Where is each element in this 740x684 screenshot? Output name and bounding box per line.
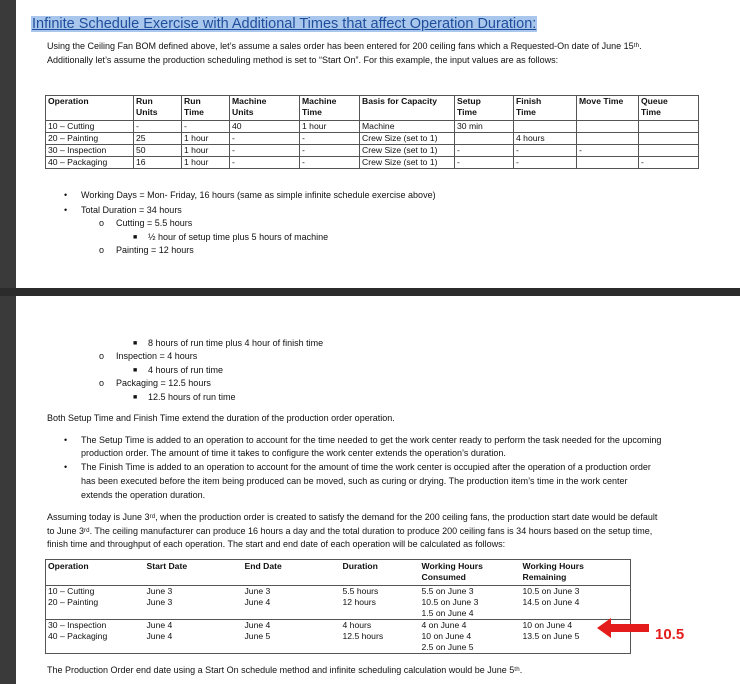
table1-cell: Crew Size (set to 1) [360, 157, 455, 169]
table1-cell: 30 – Inspection [46, 145, 134, 157]
table2-cell: 2.5 on June 5 [421, 642, 474, 652]
table1-header-cell: Run Units [134, 96, 182, 121]
table1-cell: 50 [134, 145, 182, 157]
table2-cell: 1.5 on June 4 [420, 608, 521, 620]
table1-cell: - [577, 145, 639, 157]
bullet-dot: • [64, 435, 68, 445]
table2-cell: 30 – Inspection [48, 620, 107, 630]
finish-line-3: extends the operation duration. [81, 490, 206, 500]
subsub-bullet-painting: 8 hours of run time plus 4 hour of finish time [148, 338, 324, 348]
intro-line-1: Using the Ceiling Fan BOM defined above, let’s assume a sales order has been entered for 200 ceiling fans which a Requested-On date of June 15ᵗʰ. [47, 41, 642, 51]
sub-bullet-circle: o [99, 378, 105, 388]
sub-bullet-circle: o [99, 245, 105, 255]
table2-cell: 4 hours [342, 620, 372, 630]
square-bullet: ■ [133, 394, 138, 401]
assume-line-3: finish time and throughput of each operation. The start and end date of each operation will be calculated as follows: [47, 539, 506, 549]
table1-cell: Crew Size (set to 1) [360, 145, 455, 157]
setup-line-2: production order. The amount of time it takes to configure the work center extends the operation’s duration. [81, 448, 506, 458]
subsub-bullet-cutting: ½ hour of setup time plus 5 hours of machine [148, 232, 329, 242]
table2-row [46, 586, 631, 598]
bullet-dot: • [64, 190, 68, 200]
table1-cell: - [300, 157, 360, 169]
table2-cell: June 4 [146, 631, 173, 641]
table2-cell [145, 608, 243, 620]
table2-header-cell: Operation [46, 560, 145, 586]
table1-cell: 1 hour [300, 121, 360, 133]
table2-row [46, 620, 631, 632]
setup-line-1: The Setup Time is added to an operation to account for the time needed to get the work center ready to perform the task needed for the upcoming [81, 435, 662, 445]
table2-cell [46, 642, 145, 654]
subsub-bullet-packaging: 12.5 hours of run time [148, 392, 236, 402]
table2-cell: 40 – Packaging [48, 631, 108, 641]
table1-cell: - [182, 121, 230, 133]
table1-cell: - [514, 145, 577, 157]
table2-header-cell: Working Hours Remaining [521, 560, 631, 586]
table1-cell: 25 [134, 133, 182, 145]
table2-row [46, 597, 631, 608]
table2-cell [243, 608, 341, 620]
table1-header-cell: Move Time [577, 96, 639, 121]
table1-header-cell: Basis for Capacity [360, 96, 455, 121]
table1-header-cell: Queue Time [639, 96, 699, 121]
table1-cell: - [455, 157, 514, 169]
table2-header-cell: Working Hours Consumed [420, 560, 521, 586]
table1-cell: 1 hour [182, 133, 230, 145]
final-line: The Production Order end date using a Start On schedule method and infinite scheduling calculation would be June 5ᵗʰ. [47, 665, 523, 675]
table2-header-cell: Start Date [145, 560, 243, 586]
table2-cell: 10 on June 4 [421, 631, 472, 641]
para-both-times: Both Setup Time and Finish Time extend the duration of the production order operation. [47, 413, 395, 423]
table1-cell: 10 – Cutting [46, 121, 134, 133]
table1-cell: - [230, 145, 300, 157]
section-title: Infinite Schedule Exercise with Additional Times that affect Operation Duration: [32, 16, 537, 32]
table1-header-cell: Machine Time [300, 96, 360, 121]
table1-cell: 40 [230, 121, 300, 133]
table1-cell: 4 hours [514, 133, 577, 145]
table2-cell [46, 608, 145, 620]
table2-header-cell: Duration [341, 560, 420, 586]
table2-cell [341, 608, 420, 620]
table1-cell: - [134, 121, 182, 133]
finish-line-2: has been executed before the item being produced can be moved, such as curing or drying. The production item’s time in the work center [81, 476, 628, 486]
table2-cell: June 3 [146, 597, 173, 607]
assume-line-1: Assuming today is June 3ʳᵈ, when the production order is created to satisfy the demand for the 200 ceiling fans, the production start date would be default [47, 512, 658, 522]
table2-cell: 12 hours [342, 597, 376, 607]
table1-header-cell: Finish Time [514, 96, 577, 121]
intro-line-2: Additionally let’s assume the production scheduling method is set to “Start On”. For this example, the input values are as follows: [47, 55, 559, 65]
table1-cell: 1 hour [182, 157, 230, 169]
table1-cell: - [300, 133, 360, 145]
table2-cell: June 3 [244, 586, 271, 596]
sub-bullet-inspection: Inspection = 4 hours [116, 351, 198, 361]
bullet-working-days: Working Days = Mon- Friday, 16 hours (same as simple infinite schedule exercise above) [81, 190, 436, 200]
table2-cell [521, 642, 631, 654]
finish-line-1: The Finish Time is added to an operation to account for the amount of time the work center is occupied after the operation of a production order [81, 462, 651, 472]
table1-cell: - [230, 157, 300, 169]
table2-cell: 4 on June 4 [421, 620, 467, 630]
table2-cell: 12.5 hours [342, 631, 384, 641]
table1-header-cell: Operation [46, 96, 134, 121]
table1-cell: - [455, 145, 514, 157]
table1-cell: - [230, 133, 300, 145]
assume-line-2: to June 3ʳᵈ. The ceiling manufacturer can produce 16 hours a day and the total duration to produce 200 ceiling fans is 34 hours based on the setup time, [47, 526, 653, 536]
table2-cell: June 4 [146, 620, 173, 630]
table1-cell: 1 hour [182, 145, 230, 157]
table2-row [46, 642, 631, 654]
table2-cell: June 5 [244, 631, 271, 641]
schedule-table [45, 559, 631, 654]
table1-cell: 16 [134, 157, 182, 169]
table2-cell [243, 642, 341, 654]
table2-cell [341, 642, 420, 654]
table1-header-cell: Machine Units [230, 96, 300, 121]
table1-cell: 30 min [455, 121, 514, 133]
table2-row [46, 608, 631, 620]
table1-cell: Crew Size (set to 1) [360, 133, 455, 145]
sub-bullet-circle: o [99, 351, 105, 361]
table2-cell: 5.5 on June 3 [421, 586, 474, 596]
table1-cell: Machine [360, 121, 455, 133]
table2-cell: 10 on June 4 [522, 620, 573, 630]
sub-bullet-painting: Painting = 12 hours [116, 245, 194, 255]
red-arrow-icon [595, 616, 651, 640]
sub-bullet-packaging: Packaging = 12.5 hours [116, 378, 211, 388]
table2-cell [145, 642, 243, 654]
table1-cell: - [300, 145, 360, 157]
bullet-dot: • [64, 205, 68, 215]
table2-cell: 13.5 on June 5 [522, 631, 580, 641]
table2-header-cell: End Date [243, 560, 341, 586]
sub-bullet-circle: o [99, 218, 105, 228]
table2-cell: 20 – Painting [48, 597, 99, 607]
table2-cell: 10 – Cutting [48, 586, 95, 596]
table2-cell: 10.5 on June 3 [522, 586, 580, 596]
table2-cell: 5.5 hours [342, 586, 379, 596]
table2-header-row [46, 560, 631, 586]
table1-cell: - [639, 157, 699, 169]
table2-cell: June 4 [244, 620, 271, 630]
annotation-value: 10.5 [655, 626, 685, 643]
sub-bullet-cutting: Cutting = 5.5 hours [116, 218, 193, 228]
table2-cell: June 4 [244, 597, 271, 607]
table1-cell: 20 – Painting [46, 133, 134, 145]
square-bullet: ■ [133, 367, 138, 374]
bullet-total-duration: Total Duration = 34 hours [81, 205, 182, 215]
table1-header-cell: Run Time [182, 96, 230, 121]
square-bullet: ■ [133, 340, 138, 347]
table1-cell: - [514, 157, 577, 169]
table2-cell: 14.5 on June 4 [522, 597, 580, 607]
table2-cell: June 3 [146, 586, 173, 596]
square-bullet: ■ [133, 234, 138, 241]
subsub-bullet-inspection: 4 hours of run time [148, 365, 224, 375]
table1-header-cell: Setup Time [455, 96, 514, 121]
table2-cell: 10.5 on June 3 [421, 597, 479, 607]
table2-row [46, 631, 631, 642]
bullet-dot: • [64, 462, 68, 472]
table1-cell: 40 – Packaging [46, 157, 134, 169]
